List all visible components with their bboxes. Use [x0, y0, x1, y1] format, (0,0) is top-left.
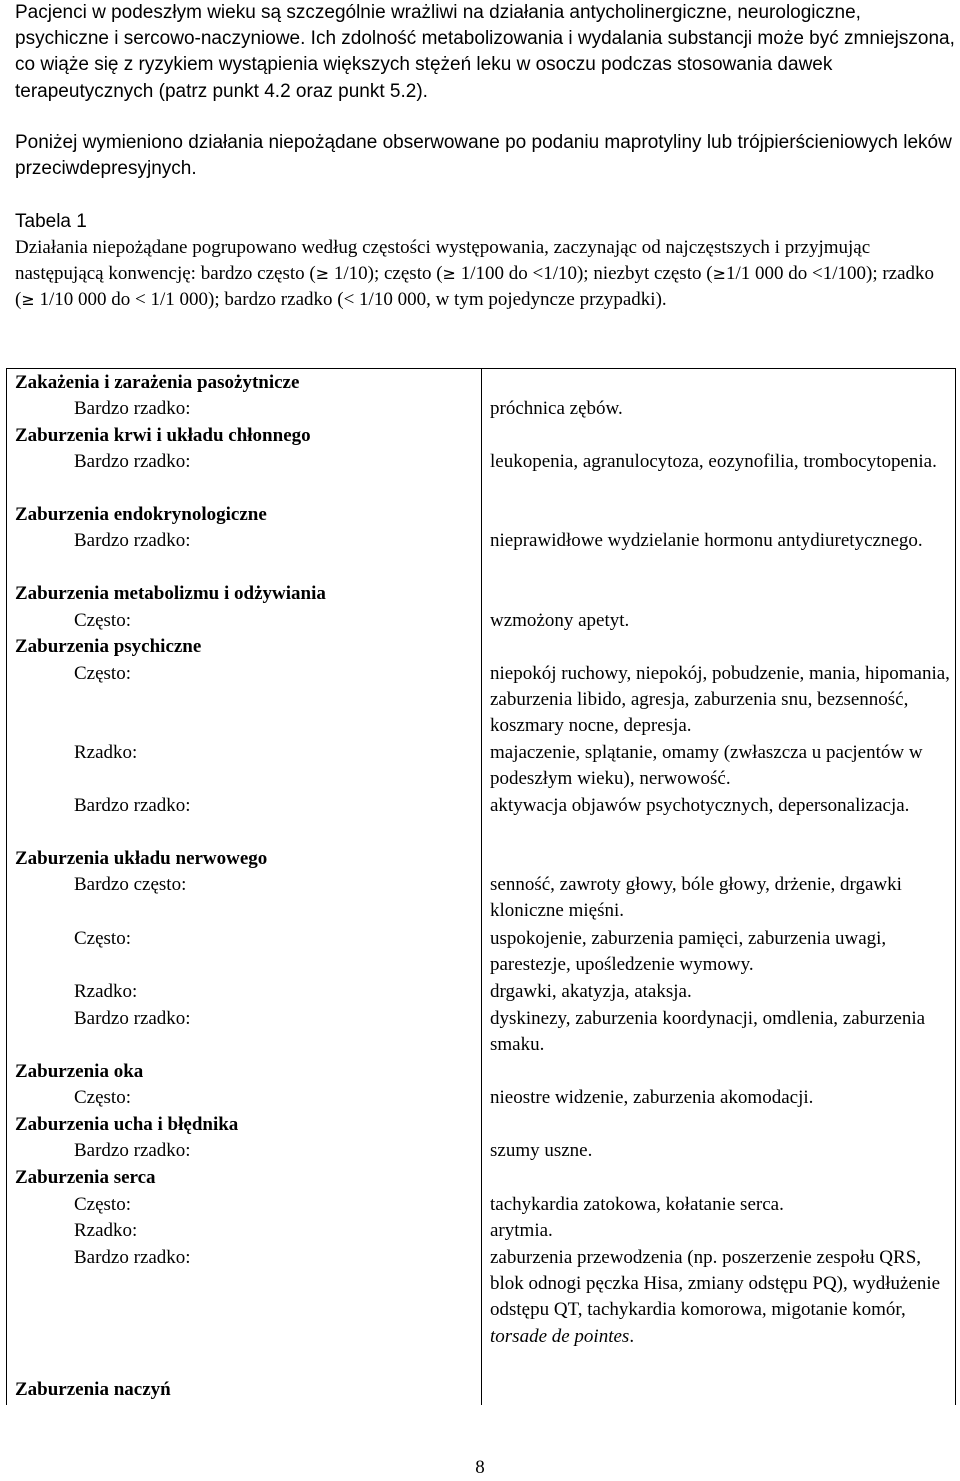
- soc-header: Zakażenia i zarażenia pasożytnicze: [15, 372, 300, 393]
- frequency-label: Bardzo rzadko:: [74, 1247, 191, 1268]
- frequency-label: Bardzo rzadko:: [74, 1140, 191, 1161]
- soc-header: Zaburzenia układu nerwowego: [15, 848, 268, 869]
- italic-term: torsade de pointes: [490, 1325, 630, 1347]
- effect-description: majaczenie, splątanie, omamy (zwłaszcza u pacjentów w podeszłym wieku), nerwowość.: [490, 742, 923, 790]
- table-column-divider: [481, 368, 482, 1405]
- effect-description: uspokojenie, zaburzenia pamięci, zaburzenia uwagi, parestezje, upośledzenie wymowy.: [490, 928, 887, 976]
- soc-header: Zaburzenia naczyń: [15, 1379, 171, 1400]
- effect-description: aktywacja objawów psychotycznych, depersonalizacja.: [490, 795, 910, 816]
- intro-paragraph-2: Poniżej wymieniono działania niepożądane obserwowane po podaniu maprotyliny lub trójpierścieniowych leków przeciwdepresyjnych.: [15, 132, 952, 180]
- frequency-label: Bardzo rzadko:: [74, 398, 191, 419]
- frequency-label: Często:: [74, 663, 131, 684]
- frequency-label: Bardzo rzadko:: [74, 795, 191, 816]
- frequency-label: Często:: [74, 1087, 131, 1108]
- effect-description: zaburzenia przewodzenia (np. poszerzenie zespołu QRS, blok odnogi pęczka Hisa, zmiany odstępu PQ), wydłużenie odstępu QT, tachykardia komorowa, migotanie komór, torsade de pointes.: [490, 1247, 941, 1347]
- table-caption: Działania niepożądane pogrupowano według częstości występowania, zaczynając od najczęstszych i przyjmując następującą konwencję: bardzo często (≥ 1/10); często (≥ 1/100 do <1/10); niezbyt często (≥1/1 000 do <1/100); rzadko (≥ 1/10 000 do < 1/1 000); bardzo rzadko (< 1/10 000, w tym pojedyncze przypadki).: [15, 237, 935, 311]
- frequency-label: Bardzo często:: [74, 874, 187, 895]
- soc-header: Zaburzenia ucha i błędnika: [15, 1114, 239, 1135]
- soc-header: Zaburzenia psychiczne: [15, 636, 202, 657]
- frequency-label: Bardzo rzadko:: [74, 451, 191, 472]
- frequency-label: Rzadko:: [74, 742, 138, 763]
- effect-description: nieprawidłowe wydzielanie hormonu antydiuretycznego.: [490, 530, 923, 551]
- effect-description: wzmożony apetyt.: [490, 610, 630, 631]
- effect-description: niepokój ruchowy, niepokój, pobudzenie, mania, hipomania, zaburzenia libido, agresja, zaburzenia snu, bezsenność, koszmary nocne, depresja.: [490, 663, 950, 737]
- frequency-label: Rzadko:: [74, 1220, 138, 1241]
- soc-header: Zaburzenia serca: [15, 1167, 156, 1188]
- frequency-label: Często:: [74, 610, 131, 631]
- frequency-label: Rzadko:: [74, 981, 138, 1002]
- frequency-label: Bardzo rzadko:: [74, 1008, 191, 1029]
- page-number: 8: [475, 1457, 485, 1478]
- effect-description: arytmia.: [490, 1220, 553, 1241]
- ge-symbol: ≥: [712, 264, 726, 284]
- ge-symbol: ≥: [442, 264, 456, 284]
- effect-description: senność, zawroty głowy, bóle głowy, drżenie, drgawki kloniczne mięśni.: [490, 874, 902, 922]
- effect-description: nieostre widzenie, zaburzenia akomodacji.: [490, 1087, 814, 1108]
- ge-symbol: ≥: [315, 264, 330, 284]
- effect-description: szumy uszne.: [490, 1140, 593, 1161]
- effect-description: próchnica zębów.: [490, 398, 623, 419]
- table-title: Tabela 1: [15, 211, 87, 232]
- effect-description: drgawki, akatyzja, ataksja.: [490, 981, 692, 1002]
- effect-description: dyskinezy, zaburzenia koordynacji, omdlenia, zaburzenia smaku.: [490, 1008, 926, 1056]
- soc-header: Zaburzenia oka: [15, 1061, 144, 1082]
- effect-description: tachykardia zatokowa, kołatanie serca.: [490, 1194, 784, 1215]
- ge-symbol: ≥: [21, 290, 35, 310]
- frequency-label: Często:: [74, 928, 131, 949]
- soc-header: Zaburzenia endokrynologiczne: [15, 504, 267, 525]
- frequency-label: Bardzo rzadko:: [74, 530, 191, 551]
- effect-description: leukopenia, agranulocytoza, eozynofilia, trombocytopenia.: [490, 451, 937, 472]
- soc-header: Zaburzenia krwi i układu chłonnego: [15, 425, 311, 446]
- intro-paragraph: Pacjenci w podeszłym wieku są szczególnie wrażliwi na działania antycholinergiczne, neurologiczne, psychiczne i sercowo-naczyniowe. Ich zdolność metabolizowania i wydalania substancji może być zmniejszona, co wiąże się z ryzykiem wystąpienia większych stężeń leku w osoczu podczas stosowania dawek terapeutycznych (patrz punkt 4.2 oraz punkt 5.2).: [15, 2, 955, 102]
- soc-header: Zaburzenia metabolizmu i odżywiania: [15, 583, 326, 604]
- frequency-label: Często:: [74, 1194, 131, 1215]
